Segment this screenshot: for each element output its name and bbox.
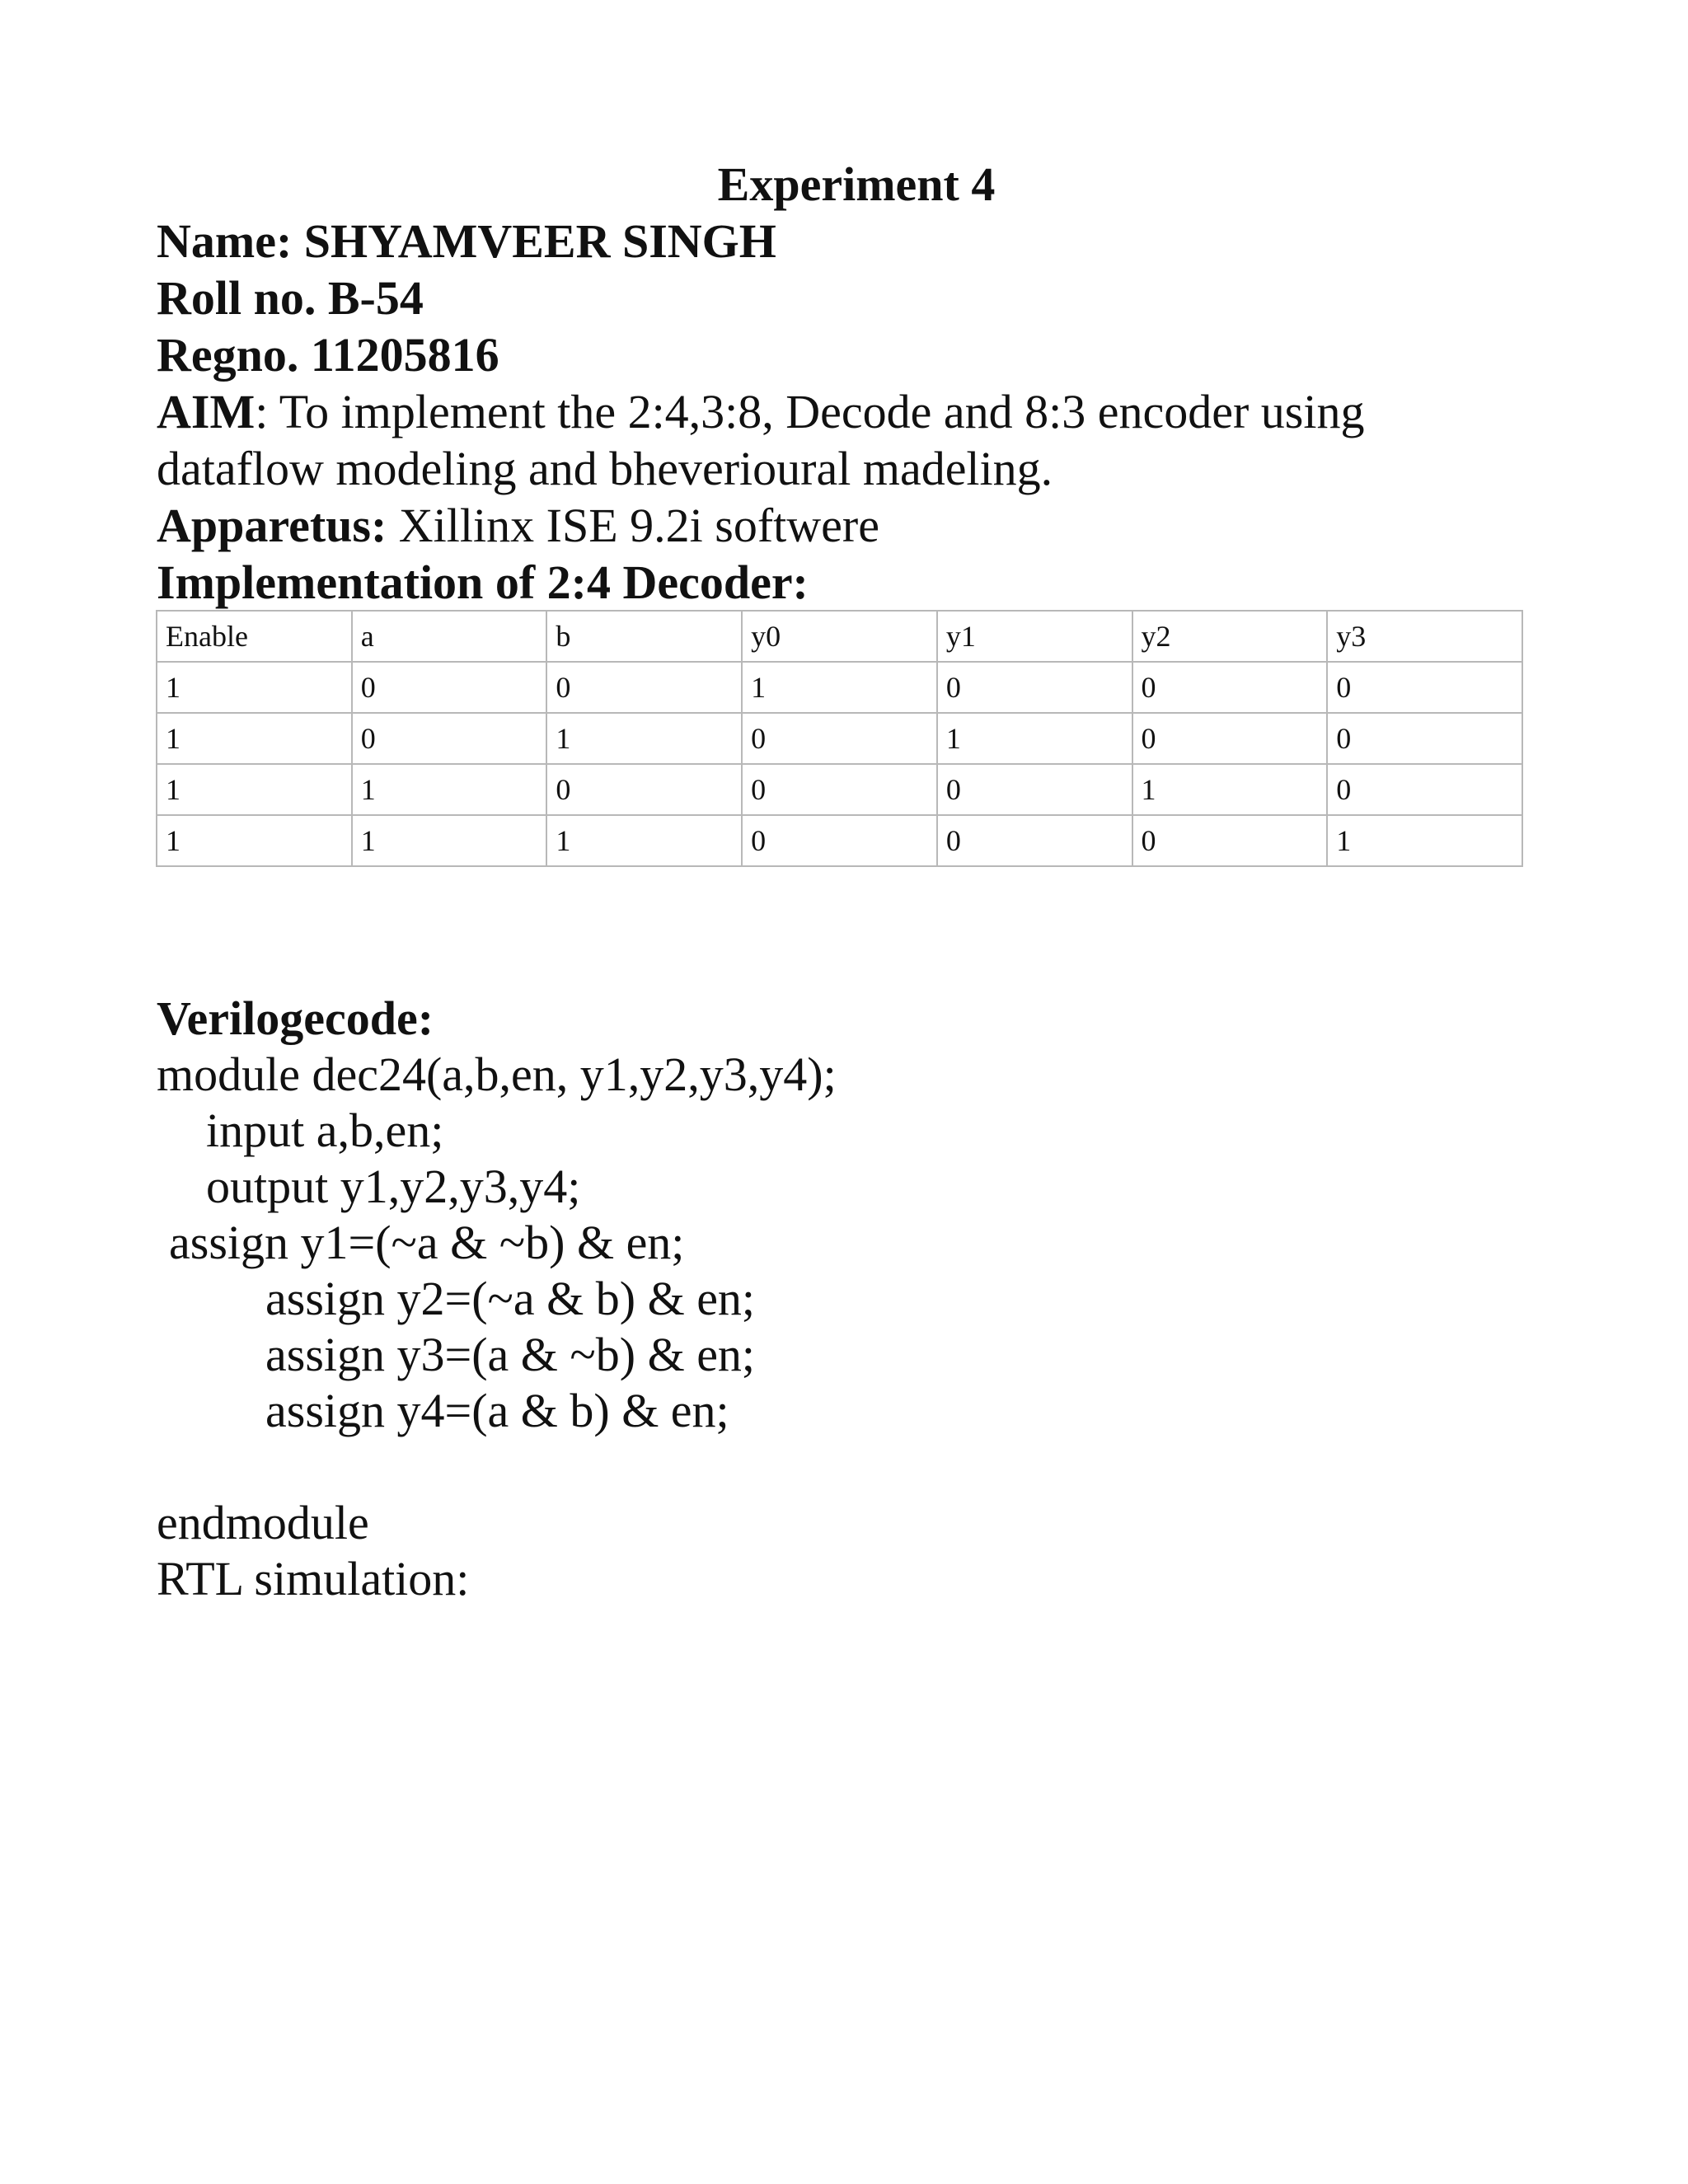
truth-table-cell: 0 [742, 713, 937, 764]
code-line-output: output y1,y2,y3,y4; [206, 1160, 581, 1213]
truth-table-cell: 0 [352, 662, 547, 713]
table-row [157, 713, 1522, 764]
apparatus-text: Xillinx ISE 9.2i softwere [387, 499, 879, 552]
truth-table-cell: 0 [937, 764, 1132, 815]
document-title: Experiment 4 [717, 157, 996, 211]
truth-table-cell: 0 [546, 764, 742, 815]
code-block [157, 991, 837, 1607]
code-line-assign-4: assign y4=(a & b) & en; [265, 1384, 729, 1437]
truth-table-header-cell: Enable [157, 611, 352, 662]
truth-table-header-cell: a [352, 611, 547, 662]
truth-table-cell: 0 [352, 713, 547, 764]
table-row [157, 815, 1522, 866]
truth-table-cell: 0 [937, 815, 1132, 866]
header-block [157, 213, 1365, 611]
table-row [157, 764, 1522, 815]
code-blank-line [157, 1439, 837, 1495]
truth-table-cell: 1 [157, 815, 352, 866]
aim-line-2: dataflow modeling and bheverioural madeling. [157, 442, 1053, 495]
truth-table-cell: 1 [742, 662, 937, 713]
apparatus-label: Apparetus: [157, 499, 387, 552]
code-line-end: endmodule [157, 1496, 369, 1549]
truth-table [156, 610, 1523, 867]
table-row [157, 662, 1522, 713]
truth-table-cell: 1 [157, 662, 352, 713]
truth-table-header-cell: y2 [1132, 611, 1328, 662]
rtl-simulation-label: RTL simulation: [157, 1552, 470, 1605]
truth-table-cell: 1 [157, 713, 352, 764]
truth-table-cell: 0 [1327, 713, 1522, 764]
truth-table-cell: 1 [1327, 815, 1522, 866]
aim-text-1: : To implement the 2:4,3:8, Decode and 8:3 encoder using [255, 385, 1365, 438]
truth-table-cell: 0 [1132, 662, 1328, 713]
truth-table-cell: 0 [1327, 662, 1522, 713]
truth-table-cell: 1 [352, 764, 547, 815]
truth-table-cell: 1 [1132, 764, 1328, 815]
code-line-assign-1: assign y1=(~a & ~b) & en; [169, 1216, 685, 1269]
truth-table-cell: 0 [937, 662, 1132, 713]
code-line-assign-2: assign y2=(~a & b) & en; [265, 1272, 756, 1325]
truth-table-cell: 0 [742, 764, 937, 815]
aim-label: AIM [157, 385, 256, 438]
truth-table-cell: 1 [937, 713, 1132, 764]
truth-table-cell: 0 [1132, 815, 1328, 866]
registration-number: Regno. 11205816 [157, 328, 499, 382]
truth-table-header-cell: y1 [937, 611, 1132, 662]
aim-line-1 [157, 383, 1365, 440]
truth-table-header-row [157, 611, 1522, 662]
truth-table-cell: 1 [546, 815, 742, 866]
truth-table-header-cell: y0 [742, 611, 937, 662]
student-name: Name: SHYAMVEER SINGH [157, 214, 776, 268]
roll-number: Roll no. B-54 [157, 271, 424, 325]
truth-table-header-cell: b [546, 611, 742, 662]
truth-table-cell: 0 [742, 815, 937, 866]
code-line-assign-3: assign y3=(a & ~b) & en; [265, 1328, 756, 1381]
truth-table-header-cell: y3 [1327, 611, 1522, 662]
code-line-module: module dec24(a,b,en, y1,y2,y3,y4); [157, 1047, 837, 1101]
truth-table-cell: 1 [157, 764, 352, 815]
code-line-input: input a,b,en; [206, 1104, 444, 1157]
code-heading: Verilogecode: [157, 991, 434, 1045]
truth-table-cell: 1 [546, 713, 742, 764]
apparatus-line [157, 497, 1365, 554]
truth-table-cell: 0 [546, 662, 742, 713]
truth-table-cell: 0 [1132, 713, 1328, 764]
truth-table-cell: 0 [1327, 764, 1522, 815]
truth-table-cell: 1 [352, 815, 547, 866]
implementation-heading: Implementation of 2:4 Decoder: [157, 555, 809, 609]
